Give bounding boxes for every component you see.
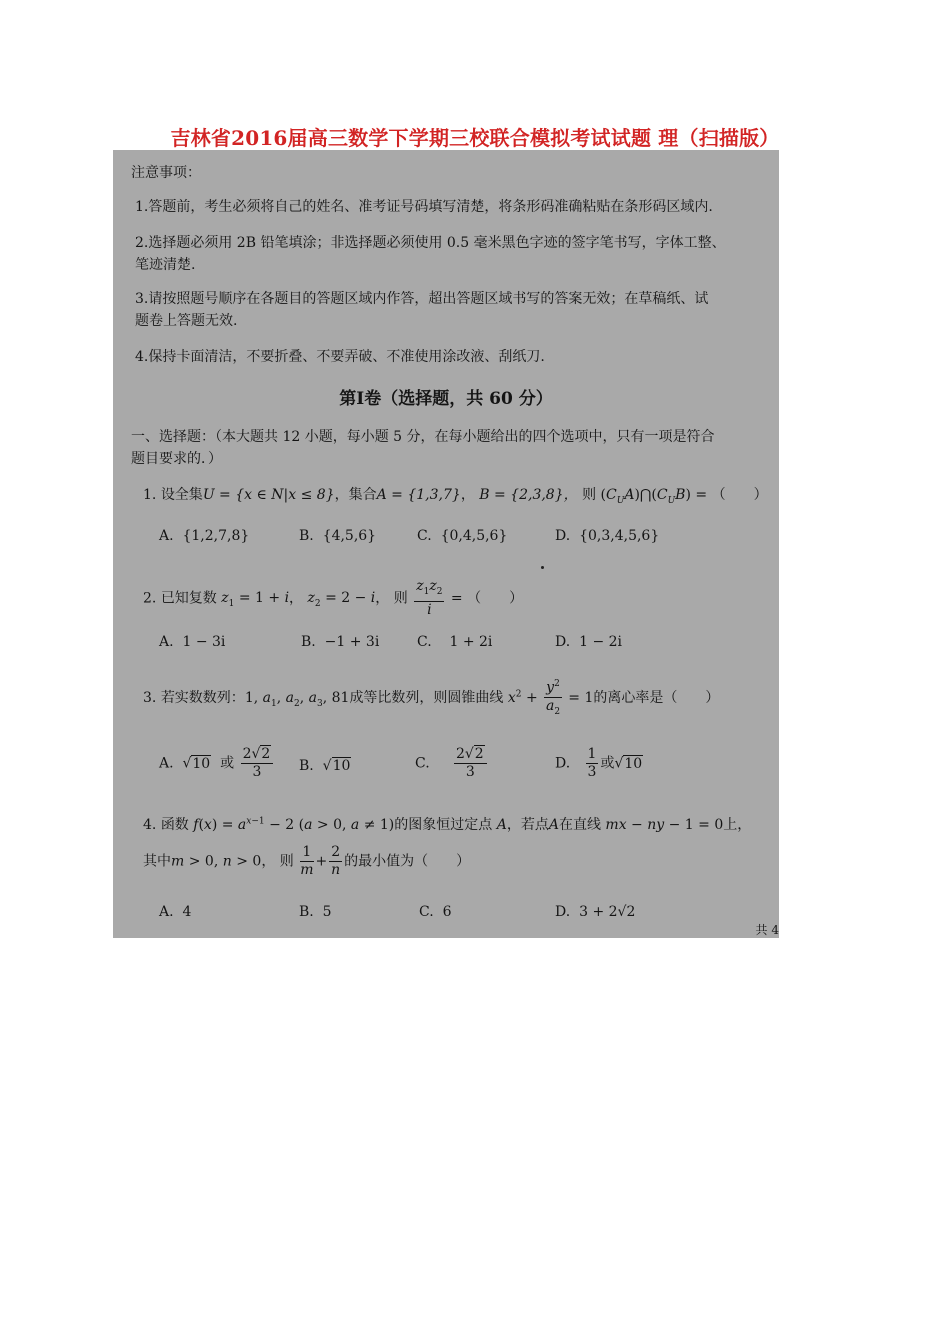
- notice-item-2-cont: 笔迹清楚.: [135, 257, 196, 273]
- part-intro-line-2: 题目要求的．）: [131, 451, 222, 467]
- document-title: 吉林省2016届高三数学下学期三校联合模拟考试试题 理（扫描版）: [170, 126, 780, 150]
- q3-sequence: 1, $a_1$, $a_2$, $a_3$, 81: [244, 690, 350, 710]
- q4-option-c: C. 6: [419, 904, 452, 920]
- q1-universal-set: U = {x ∈ N|x ≤ 8}: [202, 487, 335, 503]
- q2-option-d: D. 1 − 2i: [555, 634, 623, 650]
- q1-option-a: A. {1,2,7,8}: [159, 528, 250, 544]
- q4-option-a: A. 4: [159, 904, 192, 920]
- q1-text-a: 设全集: [160, 487, 203, 503]
- question-1: 1. 设全集U = {x ∈ N|x ≤ 8}，集合A = {1,3,7}， B = {2,3,8}， 则 $(C_UA)⋂(C_UB)$ = （ ）: [143, 487, 768, 506]
- scanned-exam-page: [113, 150, 779, 938]
- notice-item-3-cont: 题卷上答题无效.: [135, 313, 238, 329]
- q3-option-a: A. √10 或 $\frac{2√2}{3}$: [159, 746, 275, 781]
- question-3: 3. 若实数数列：1, $a_1$, $a_2$, $a_3$, 81成等比数列，则圆锥曲线 $x^2$ + $\frac{y^2}{a_2}$ = 1的离心率是（ ）: [143, 676, 719, 720]
- scan-speck: [541, 566, 544, 569]
- q1-option-c: C. {0,4,5,6}: [417, 528, 508, 544]
- part-intro-line-1: 一、选择题：（本大题共 12 小题，每小题 5 分，在每小题给出的四个选项中，只有一项是符合: [131, 429, 715, 445]
- q1-set-b: B = {2,3,8}，: [479, 487, 578, 503]
- q3-option-b: B. √10: [299, 758, 351, 774]
- q2-fraction: $\frac{z_1z_2}{i}$: [416, 578, 443, 618]
- section-title: 第Ⅰ卷（选择题，共 60 分）: [339, 389, 553, 409]
- q1-text-b: ，集合: [334, 487, 377, 503]
- q3-option-d: D. $\frac{1}{3}$ 或√10: [555, 746, 643, 780]
- q3-curve: $x^2$ + $\frac{y^2}{a_2}$ = 1: [508, 690, 593, 706]
- question-2: 2. 已知复数 $z_1 = 1 + i$， $z_2 = 2 - i$， 则 $\frac{z_1z_2}{i}$ = （ ）: [143, 578, 524, 618]
- q2-option-a: A. 1 − 3i: [159, 634, 226, 650]
- notice-item-2: 2.选择题必须用 2B 铅笔填涂；非选择题必须使用 0.5 毫米黑色字迹的签字笔书写，字体工整、: [135, 235, 726, 251]
- q4-function: $f(x) = a^{x-1} - 2$ (a > 0, a ≠ 1): [193, 816, 395, 833]
- notice-item-3: 3.请按照题号顺序在各题目的答题区域内作答，超出答题区域书写的答案无效；在草稿纸、试: [135, 291, 709, 307]
- q1-paren: （ ）: [711, 487, 768, 503]
- question-4-line-2: 其中m > 0, n > 0， 则 $\frac{1}{m}$ + $\frac{2}{n}$ 的最小值为（ ）: [143, 844, 471, 878]
- q4-line: mx − ny − 1 = 0: [605, 817, 724, 833]
- q1-text-c: 则: [582, 487, 597, 503]
- q1-option-d: D. {0,3,4,5,6}: [555, 528, 660, 544]
- q3-option-c: C. $\frac{2√2}{3}$: [415, 746, 489, 781]
- page-count-fragment: 共 4: [755, 923, 779, 937]
- q2-option-c: C. 1 + 2i: [417, 634, 493, 650]
- q2-z1: $z_1 = 1 + i$: [221, 590, 290, 610]
- q1-number: 1.: [143, 487, 157, 503]
- notice-item-4: 4.保持卡面清洁，不要折叠、不要弄破、不准使用涂改液、刮纸刀.: [135, 349, 545, 365]
- q4-option-b: B. 5: [299, 904, 332, 920]
- q4-condition: m > 0, n > 0: [171, 853, 262, 870]
- q1-option-b: B. {4,5,6}: [299, 528, 377, 544]
- question-4-line-1: 4. 函数 $f(x) = a^{x-1} - 2$ (a > 0, a ≠ 1)的图象恒过定点 A，若点A在直线 mx − ny − 1 = 0上，: [143, 816, 752, 833]
- q2-option-b: B. −1 + 3i: [301, 634, 380, 650]
- q4-option-d: D. 3 + 2√2: [555, 904, 636, 920]
- q1-expression: $(C_UA)⋂(C_UB)$ =: [600, 487, 708, 506]
- notice-heading: 注意事项：: [131, 165, 201, 181]
- q2-z2: $z_2 = 2 - i$: [307, 590, 376, 610]
- notice-item-1: 1.答题前，考生必须将自己的姓名、准考证号码填写清楚，将条形码准确粘贴在条形码区域内.: [135, 199, 713, 215]
- q1-set-a: A = {1,3,7}: [376, 487, 461, 503]
